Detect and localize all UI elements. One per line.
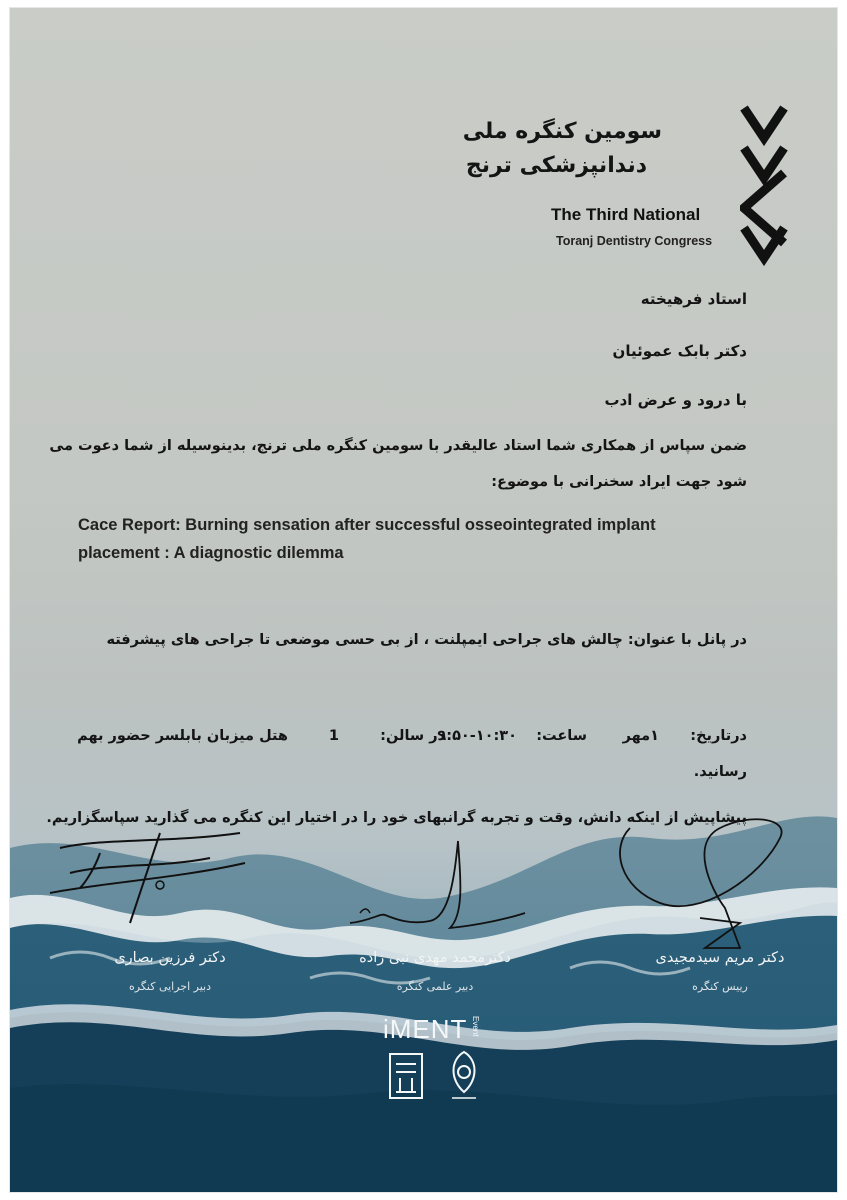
university-emblem-icon [388,1052,424,1100]
salutation: استاد فرهیخته [640,290,747,308]
date-value: ۱مهر [622,728,659,744]
body-line-1: ضمن سپاس از همکاری شما استاد عالیقدر با سومین کنگره ملی ترنج، بدینوسیله از شما دعوت می [49,438,747,454]
congress-title-fa-line2: دندانپزشکی ترنج [465,153,647,178]
signatory-name-president: دکتر مریم سیدمجیدی [655,950,785,966]
recipient-name: دکتر بابک عموئیان [612,342,747,360]
congress-title-en-line2: Toranj Dentistry Congress [556,234,713,248]
congress-title-en-line1: The Third National [551,205,701,224]
zigzag-logo-icon [740,98,788,268]
signature-icon [340,833,530,943]
panel-title: در پانل با عنوان: چالش های جراحی ایمپلنت ، از بی حسی موضعی تا جراحی های پیشرفته [106,632,747,648]
hall-value: 1 [328,728,339,744]
signature-icon [40,823,260,933]
venue-line-2: رسانید. [693,764,747,780]
date-label: درتاریخ: [690,728,747,744]
time-label: ساعت: [536,728,587,744]
body-line-2: شود جهت ایراد سخنرانی با موضوع: [491,474,747,490]
topic-line-1: Cace Report: Burning sensation after successful osseointegrated implant [78,516,656,534]
hall-label: در سالن: [380,728,445,744]
certificate-page [10,8,837,1192]
event-logo-sub: Event [471,1016,480,1037]
signatory-name-executive-secretary: دکتر فرزین بصاری [114,950,226,966]
time-value: ۹:۵۰-۱۰:۳۰ [437,728,517,744]
signatory-role-scientific-secretary: دبیر علمی کنگره [396,980,474,993]
signatory-role-executive-secretary: دبیر اجرایی کنگره [128,980,212,993]
closing-line: پیشاپیش از اینکه دانش، وقت و تجربه گرانبهای خود را در اختیار این کنگره می گذارید سپاسگزاریم. [46,810,747,826]
association-emblem-icon [444,1048,484,1104]
greeting: با درود و عرض ادب [604,391,747,409]
event-logo: iMENT [383,1014,468,1044]
congress-title-fa-line1: سومین کنگره ملی [462,119,662,144]
signature-icon [590,808,810,958]
signatory-role-president: رییس کنگره [692,980,748,993]
topic-line-2: placement : A diagnostic dilemma [78,544,344,562]
signatory-name-scientific-secretary: دکترمحمد مهدی نبی زاده [359,950,511,966]
venue-line-1: هتل میزبان بابلسر حضور بهم [77,728,288,744]
